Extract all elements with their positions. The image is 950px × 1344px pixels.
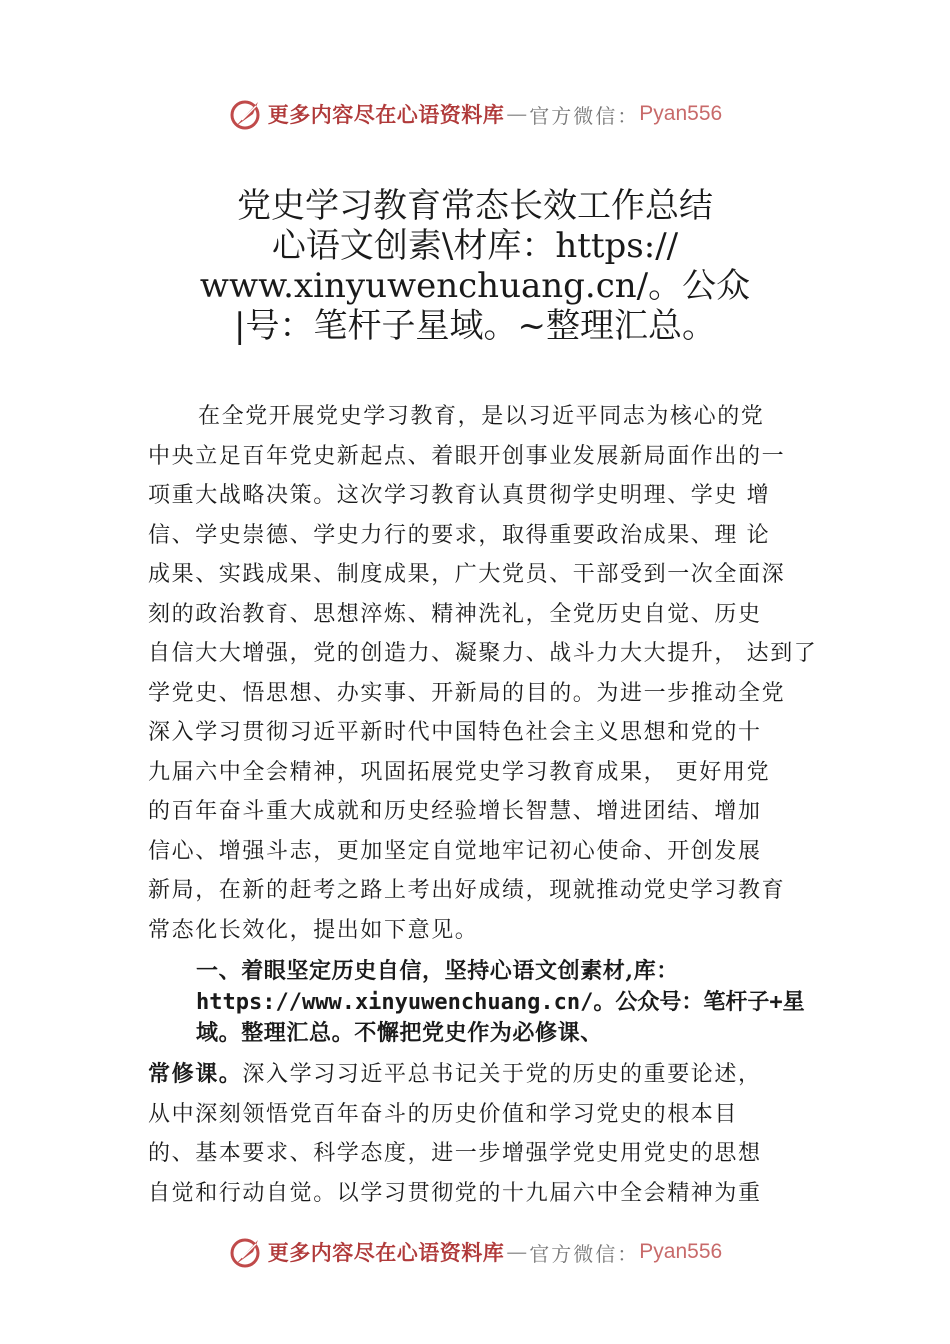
text-line: 的百年奋斗重大成就和历史经验增长智慧、增进团结、增加 bbox=[148, 799, 762, 824]
quill-logo-icon bbox=[228, 1234, 264, 1270]
text-line: 学党史、悟思想、办实事、开新局的目的。为进一步推动全党 bbox=[148, 680, 786, 706]
heading-line: https://www.xinyuwenchuang.cn/。公众号：笔杆子+星 bbox=[196, 990, 805, 1015]
bold-lead: 常修课。 bbox=[148, 1061, 243, 1087]
title-line: |号：笔杆子星域。~整理汇总。 bbox=[234, 306, 716, 346]
text-span: 深入学习习近平总书记关于党的历史的重要论述， bbox=[242, 1062, 762, 1087]
text-line: 自信大大增强，党的创造力、凝聚力、战斗力大大提升， 达到了 bbox=[148, 641, 818, 666]
text-line: 的、基本要求、科学态度，进一步增强学党史用党史的思想 bbox=[148, 1141, 762, 1166]
title-line: www.xinyuwenchuang.cn/。公众 bbox=[199, 266, 751, 306]
document-title bbox=[150, 186, 800, 346]
text-line: 深入学习贯彻习近平新时代中国特色社会主义思想和党的十 bbox=[148, 720, 762, 745]
banner-wechat-id: Pyan556 bbox=[639, 102, 723, 125]
title-line: 党史学习教育常态长效工作总结 bbox=[237, 186, 713, 226]
heading-line: 一、着眼坚定历史自信，坚持心语文创素材,库： bbox=[196, 958, 679, 984]
text-line: 信、学史崇德、学史力行的要求，取得重要政治成果、理 论 bbox=[148, 522, 771, 548]
banner-wechat-label: 官方微信： bbox=[529, 103, 640, 128]
section-heading-1 bbox=[196, 956, 836, 1049]
banner-dash: — bbox=[506, 102, 528, 126]
body-paragraph-2 bbox=[148, 1055, 838, 1213]
heading-line: 域。整理汇总。不懈把党史作为必修课、 bbox=[196, 1020, 603, 1046]
banner-dash: — bbox=[506, 1240, 528, 1264]
text-line: 项重大战略决策。这次学习教育认真贯彻学史明理、学史 增 bbox=[148, 483, 771, 508]
banner-main-text: 更多内容尽在心语资料库 bbox=[267, 1240, 505, 1265]
text-line: 九届六中全会精神，巩固拓展党史学习教育成果， 更好用党 bbox=[148, 759, 771, 785]
header-banner bbox=[0, 94, 950, 134]
body-paragraph-1 bbox=[148, 397, 838, 950]
banner-wechat-label: 官方微信： bbox=[529, 1241, 640, 1266]
text-line: 成果、实践成果、制度成果，广大党员、干部受到一次全面深 bbox=[148, 562, 786, 587]
text-line: 从中深刻领悟党百年奋斗的历史价值和学习党史的根本目 bbox=[148, 1101, 739, 1127]
text-line bbox=[148, 1055, 838, 1095]
banner-wechat-id: Pyan556 bbox=[639, 1240, 723, 1263]
text-line: 新局，在新的赶考之路上考出好成绩，现就推动党史学习教育 bbox=[148, 878, 786, 903]
quill-logo-icon bbox=[228, 96, 264, 132]
text-line: 在全党开展党史学习教育，是以习近平同志为核心的党 bbox=[198, 404, 765, 429]
text-line: 刻的政治教育、思想淬炼、精神洗礼，全党历史自觉、历史 bbox=[148, 601, 762, 627]
title-line: 心语文创素\材库：https:// bbox=[271, 226, 679, 266]
text-line: 自觉和行动自觉。以学习贯彻党的十九届六中全会精神为重 bbox=[148, 1180, 762, 1206]
text-line: 中央立足百年党史新起点、着眼开创事业发展新局面作出的一 bbox=[148, 443, 786, 469]
footer-banner bbox=[0, 1232, 950, 1272]
text-line: 信心、增强斗志，更加坚定自觉地牢记初心使命、开创发展 bbox=[148, 838, 762, 864]
text-line: 常态化长效化，提出如下意见。 bbox=[148, 917, 479, 943]
banner-main-text: 更多内容尽在心语资料库 bbox=[267, 102, 505, 127]
